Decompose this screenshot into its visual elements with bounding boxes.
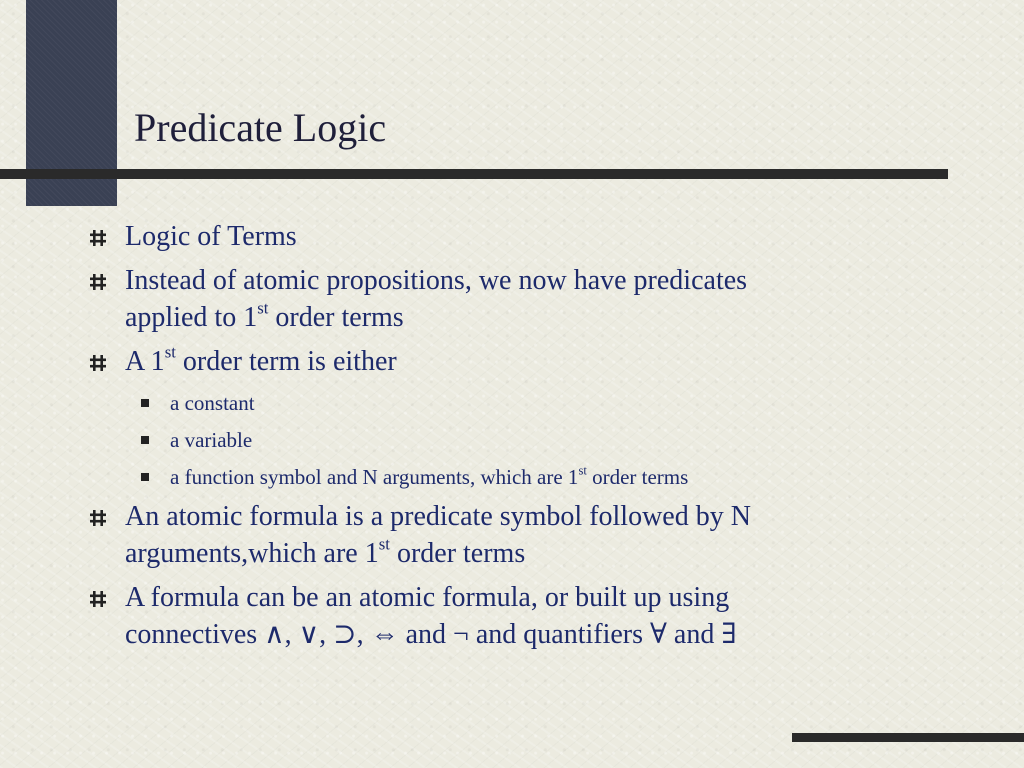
bullet-text: A 1 [125, 346, 165, 377]
slide-body [88, 218, 918, 660]
square-bullet-icon [141, 436, 149, 444]
bullet-text-line1: An atomic formula is a predicate symbol followed by N [125, 501, 751, 532]
bullet-text-line2: connectives ∧, ∨, ⊃, ⇔ and ¬ and quantifiers ∀ and ∃ [125, 619, 737, 650]
bullet-text-line1: A formula can be an atomic formula, or built up using [125, 582, 730, 613]
ordinal-suffix: st [378, 534, 390, 554]
bullet-text: Logic of Terms [125, 221, 297, 252]
hash-bullet-icon [90, 591, 106, 607]
sub-bullet-item [88, 461, 918, 493]
sub-bullet-text: a variable [170, 428, 253, 452]
bullet-item [88, 262, 918, 336]
bullet-text-line2: arguments,which are 1 [125, 538, 379, 569]
bullet-item [88, 579, 918, 653]
bullet-item [88, 343, 918, 380]
hash-bullet-icon [90, 274, 106, 290]
slide-title: Predicate Logic [134, 105, 387, 150]
ordinal-suffix: st [164, 342, 176, 362]
square-bullet-icon [141, 399, 149, 407]
bullet-text-end: order term is either [175, 346, 397, 377]
sub-bullet-item [88, 387, 918, 419]
hash-bullet-icon [90, 510, 106, 526]
bullet-item [88, 218, 918, 255]
bullet-text-line2: applied to 1 [125, 302, 258, 333]
hash-bullet-icon [90, 355, 106, 371]
bullet-text-line1: Instead of atomic propositions, we now have predicates [125, 265, 748, 296]
square-bullet-icon [141, 473, 149, 481]
bullet-text-line2-end: order terms [389, 538, 526, 569]
bullet-item [88, 498, 918, 572]
bullet-text-line2-end: order terms [268, 302, 404, 333]
sub-bullet-text: a constant [170, 391, 255, 415]
title-divider [0, 169, 948, 179]
sub-bullet-text: a function symbol and N arguments, which are 1 [170, 465, 579, 489]
sub-bullet-text-end: order terms [586, 465, 689, 489]
hash-bullet-icon [90, 230, 106, 246]
ordinal-suffix: st [257, 298, 269, 318]
ordinal-suffix: st [578, 463, 587, 478]
sub-bullet-item [88, 424, 918, 456]
footer-divider [792, 733, 1024, 742]
